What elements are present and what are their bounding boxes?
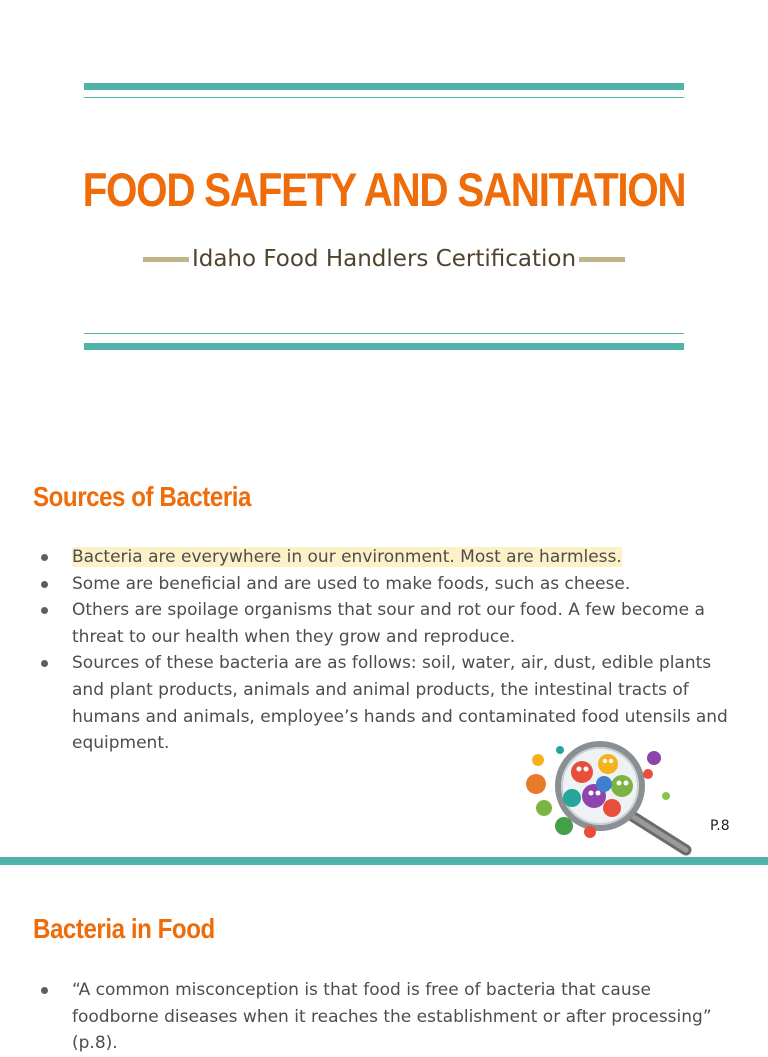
top-rule-thick [84, 83, 684, 90]
list-item [33, 571, 733, 598]
top-rule-thin [84, 97, 684, 98]
subtitle: Idaho Food Handlers Certification [191, 246, 577, 272]
bullet-list [33, 977, 733, 1057]
list-item-text: “A common misconception is that food is free of bacteria that cause foodborne diseases when it reaches the establishment or after processing” (p.8). [72, 980, 712, 1054]
magnifying-glass-with-germs-icon [520, 738, 692, 856]
subtitle-dash-left [143, 257, 189, 262]
bottom-rule-thin [84, 333, 684, 334]
bullet-dot [41, 660, 48, 667]
slide-divider-band [0, 857, 768, 865]
bullet-dot [41, 581, 48, 588]
list-item [33, 977, 733, 1057]
list-item-text: Bacteria are everywhere in our environment. Most are harmless. [72, 547, 622, 567]
section-heading: Sources of Bacteria [33, 481, 252, 512]
subtitle-dash-right [579, 257, 625, 262]
bullet-list [33, 544, 733, 757]
bullet-dot [41, 987, 48, 994]
list-item-text: Others are spoilage organisms that sour and rot our food. A few become a threat to our health when they grow and reproduce. [72, 600, 705, 647]
list-item-text: Some are beneficial and are used to make foods, such as cheese. [72, 573, 631, 594]
list-item-text: Sources of these bacteria are as follows: soil, water, air, dust, edible plants and plant products, animals and animal products, the intestinal tracts of humans and animals, employee’s hands and contaminated food utensils and equipment. [72, 653, 728, 754]
bottom-rule-thick [84, 343, 684, 350]
slide-bacteria-in-food [0, 865, 768, 1054]
list-item [33, 597, 733, 650]
list-item [33, 544, 733, 571]
page-title: FOOD SAFETY AND SANITATION [82, 163, 686, 216]
bullet-dot [41, 554, 48, 561]
subtitle-row [0, 246, 768, 272]
bullet-dot [41, 607, 48, 614]
section-heading: Bacteria in Food [33, 913, 215, 944]
page-reference: P.8 [710, 818, 730, 834]
